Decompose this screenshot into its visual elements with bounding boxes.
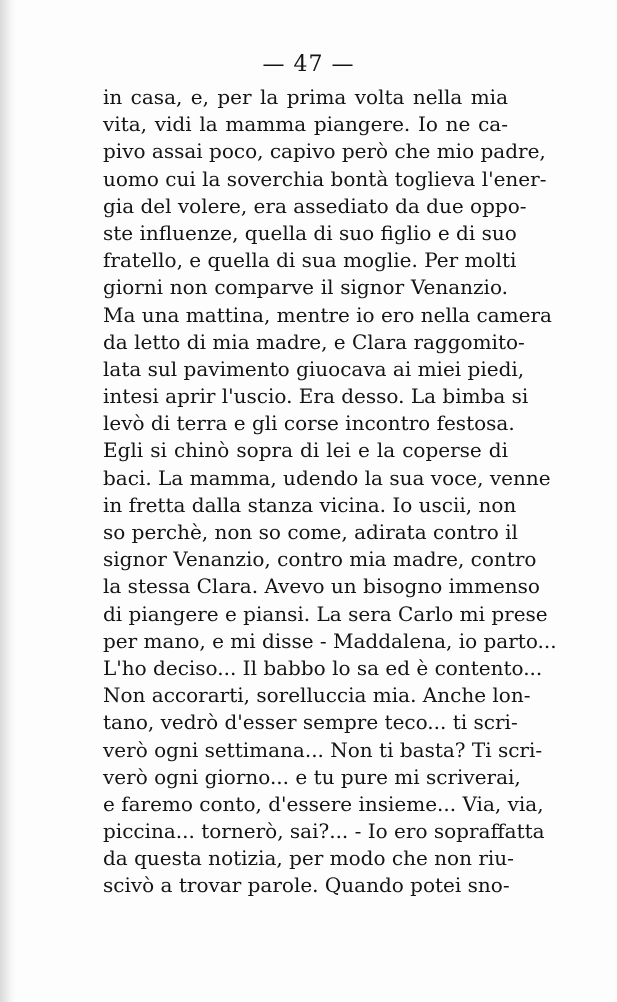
text-line: piccina... tornerò, sai?... - Io ero sopraffatta bbox=[103, 819, 545, 844]
text-line: baci. La mamma, udendo la sua voce, venne bbox=[103, 465, 551, 490]
text-line: tano, vedrò d'esser sempre teco... ti scri- bbox=[103, 710, 518, 735]
text-line: gia del volere, era assediato da due oppo- bbox=[103, 193, 527, 218]
text-line: fratello, e quella di sua moglie. Per molti bbox=[103, 248, 517, 273]
text-line: Egli si chinò sopra di lei e la coperse di bbox=[103, 438, 508, 463]
text-line: so perchè, non so come, adirata contro il bbox=[103, 520, 518, 544]
text-line: la stessa Clara. Avevo un bisogno immenso bbox=[103, 574, 540, 599]
text-line: L'ho deciso... Il babbo lo sa ed è contento... bbox=[103, 655, 543, 680]
text-line: lata sul pavimento giuocava ai miei piedi, bbox=[103, 356, 525, 381]
text-line: levò di terra e gli corse incontro festosa. bbox=[103, 411, 515, 436]
text-line: ste influenze, quella di suo figlio e di suo bbox=[103, 220, 517, 245]
text-line: in casa, e, per la prima volta nella mia bbox=[103, 85, 508, 109]
text-line: signor Venanzio, contro mia madre, contro bbox=[103, 547, 537, 572]
text-line: Non accorarti, sorelluccia mia. Anche lon- bbox=[103, 683, 531, 708]
text-line: uomo cui la soverchia bontà toglieva l'ener- bbox=[103, 166, 547, 191]
text-line: di piangere e piansi. La sera Carlo mi prese bbox=[103, 601, 548, 626]
text-line: Ma una mattina, mentre io ero nella camera bbox=[103, 302, 552, 327]
text-line: pivo assai poco, capivo però che mio padre, bbox=[103, 139, 546, 164]
text-line: vita, vidi la mamma piangere. Io ne ca- bbox=[103, 112, 508, 137]
text-line: da letto di mia madre, e Clara raggomito- bbox=[103, 329, 525, 354]
text-line: in fretta dalla stanza vicina. Io uscii, non bbox=[103, 492, 517, 517]
text-line: per mano, e mi disse - Maddalena, io parto... bbox=[103, 628, 557, 653]
body-text bbox=[103, 84, 557, 900]
text-line: e faremo conto, d'essere insieme... Via, via, bbox=[103, 791, 544, 816]
text-line: scivò a trovar parole. Quando potei sno- bbox=[103, 873, 510, 898]
text-line: intesi aprir l'uscio. Era desso. La bimba si bbox=[103, 384, 529, 409]
text-line: verò ogni giorno... e tu pure mi scriverai, bbox=[103, 764, 521, 789]
text-line: verò ogni settimana... Non ti basta? Ti scri- bbox=[103, 737, 543, 762]
page-number: — 47 — bbox=[262, 52, 355, 77]
text-line: da questa notizia, per modo che non riu- bbox=[103, 846, 514, 871]
text-line: giorni non comparve il signor Venanzio. bbox=[103, 275, 508, 300]
page-gutter-shadow bbox=[0, 0, 16, 1002]
